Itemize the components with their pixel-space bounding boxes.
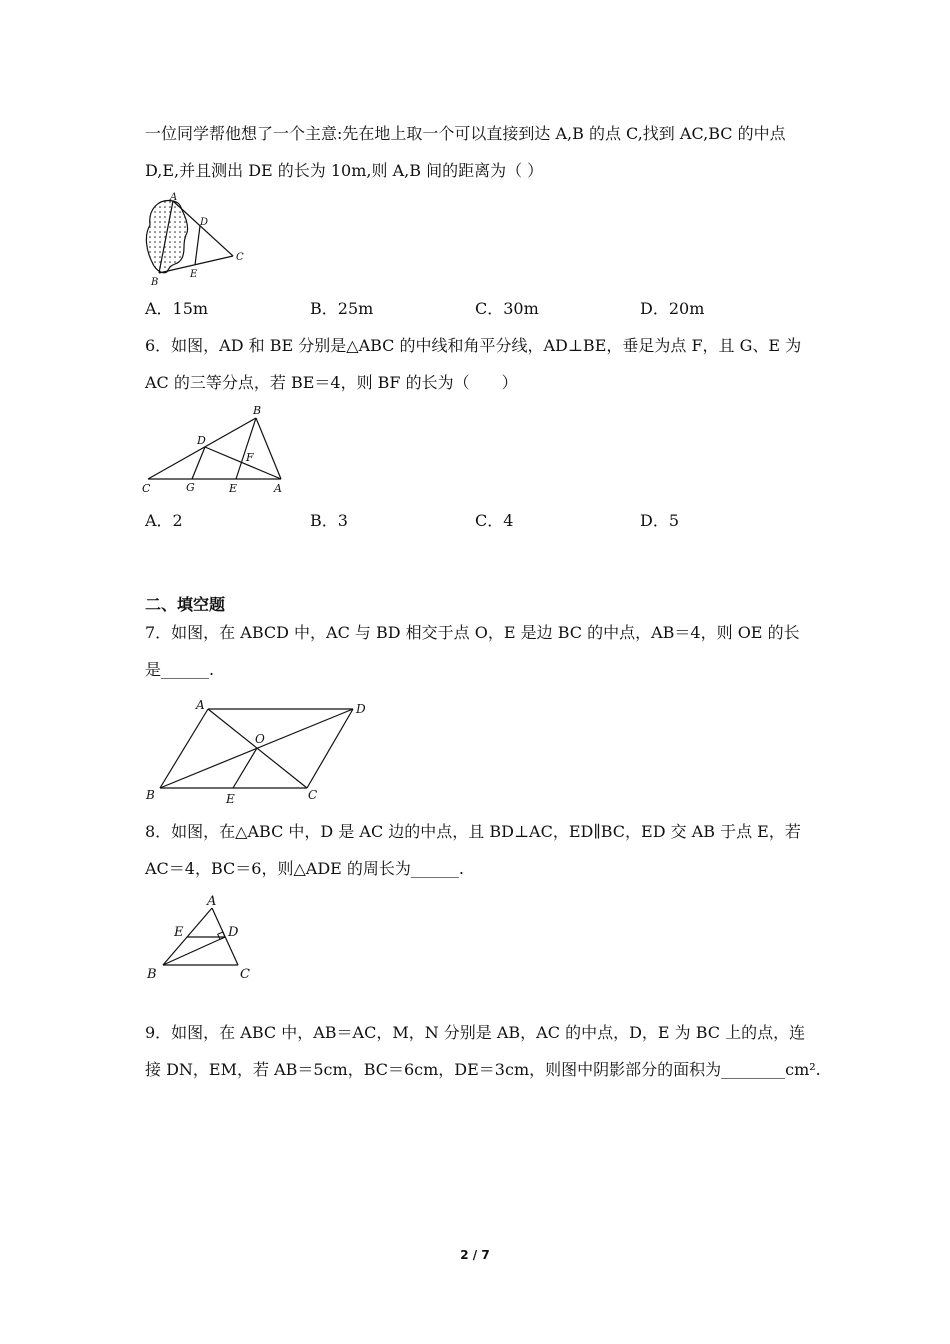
q5-figure xyxy=(138,190,253,290)
segment-DE xyxy=(195,226,200,265)
label-D: D xyxy=(197,434,206,447)
q8-figure xyxy=(140,890,260,985)
label-E: E xyxy=(229,482,238,495)
label-E: E xyxy=(226,792,235,806)
q6-text-line1: 6．如图，AD 和 BE 分别是△ABC 的中线和角平分线，AD⊥BE，垂足为点 F，且 G、E 为 xyxy=(145,336,802,355)
label-D: D xyxy=(356,702,366,716)
label-D: D xyxy=(228,925,239,940)
segment-OE xyxy=(233,748,257,788)
q9-text-line2: 接 DN，EM，若 AB＝5cm，BC＝6cm，DE＝3cm，则图中阴影部分的面积为________cm². xyxy=(145,1060,821,1079)
segment-CB xyxy=(148,418,256,479)
label-A: A xyxy=(207,894,217,909)
label-A: A xyxy=(170,192,178,203)
q5-option-d: D．20m xyxy=(640,299,705,318)
section-title-fill-blank: 二、填空题 xyxy=(145,595,226,614)
label-B: B xyxy=(147,967,157,982)
label-E: E xyxy=(190,269,198,280)
q5-text-line1: 一位同学帮他想了一个主意:先在地上取一个可以直接到达 A,B 的点 C,找到 AC,BC 的中点 xyxy=(145,124,786,143)
q5-option-a: A．15m xyxy=(145,299,209,318)
label-B: B xyxy=(151,277,159,288)
q6-option-a: A．2 xyxy=(145,511,183,530)
segment-AB xyxy=(160,709,208,788)
q5-option-c: C．30m xyxy=(475,299,539,318)
q6-text-line2: AC 的三等分点，若 BE＝4，则 BF 的长为（ ） xyxy=(145,373,518,392)
q8-text-line2: AC＝4，BC＝6，则△ADE 的周长为______. xyxy=(145,859,464,878)
label-C: C xyxy=(308,788,318,802)
label-F: F xyxy=(246,451,254,464)
label-D: D xyxy=(200,217,209,228)
label-C: C xyxy=(142,482,151,495)
label-E: E xyxy=(174,925,184,940)
label-O: O xyxy=(255,732,265,746)
q7-figure xyxy=(140,695,375,807)
segment-DC xyxy=(307,709,353,788)
page-number: 2 / 7 xyxy=(460,1248,490,1262)
q9-text-line1: 9．如图，在 ABC 中，AB＝AC，M，N 分别是 AB，AC 的中点，D，E 为 BC 上的点，连 xyxy=(145,1023,806,1042)
label-A: A xyxy=(274,482,282,495)
q5-text-line2: D,E,并且测出 DE 的长为 10m,则 A,B 间的距离为（ ） xyxy=(145,161,544,180)
q6-figure xyxy=(138,400,293,500)
pond-shape xyxy=(146,201,187,273)
label-B: B xyxy=(146,788,155,802)
q7-text-line1: 7．如图，在 ABCD 中，AC 与 BD 相交于点 O，E 是边 BC 的中点，AB＝4，则 OE 的长 xyxy=(145,623,800,642)
q6-option-b: B．3 xyxy=(310,511,348,530)
label-C: C xyxy=(240,967,250,982)
segment-DG xyxy=(192,447,205,479)
q6-option-c: C．4 xyxy=(475,511,514,530)
label-C: C xyxy=(236,252,244,263)
segment-BD xyxy=(163,937,225,965)
q8-text-line1: 8．如图，在△ABC 中，D 是 AC 边的中点，且 BD⊥AC，ED∥BC，ED 交 AB 于点 E，若 xyxy=(145,822,801,841)
q6-option-d: D．5 xyxy=(640,511,680,530)
label-A: A xyxy=(196,698,205,712)
label-B: B xyxy=(253,404,262,417)
q5-option-b: B．25m xyxy=(310,299,374,318)
q7-text-line2: 是______. xyxy=(145,660,215,679)
label-G: G xyxy=(186,481,195,494)
